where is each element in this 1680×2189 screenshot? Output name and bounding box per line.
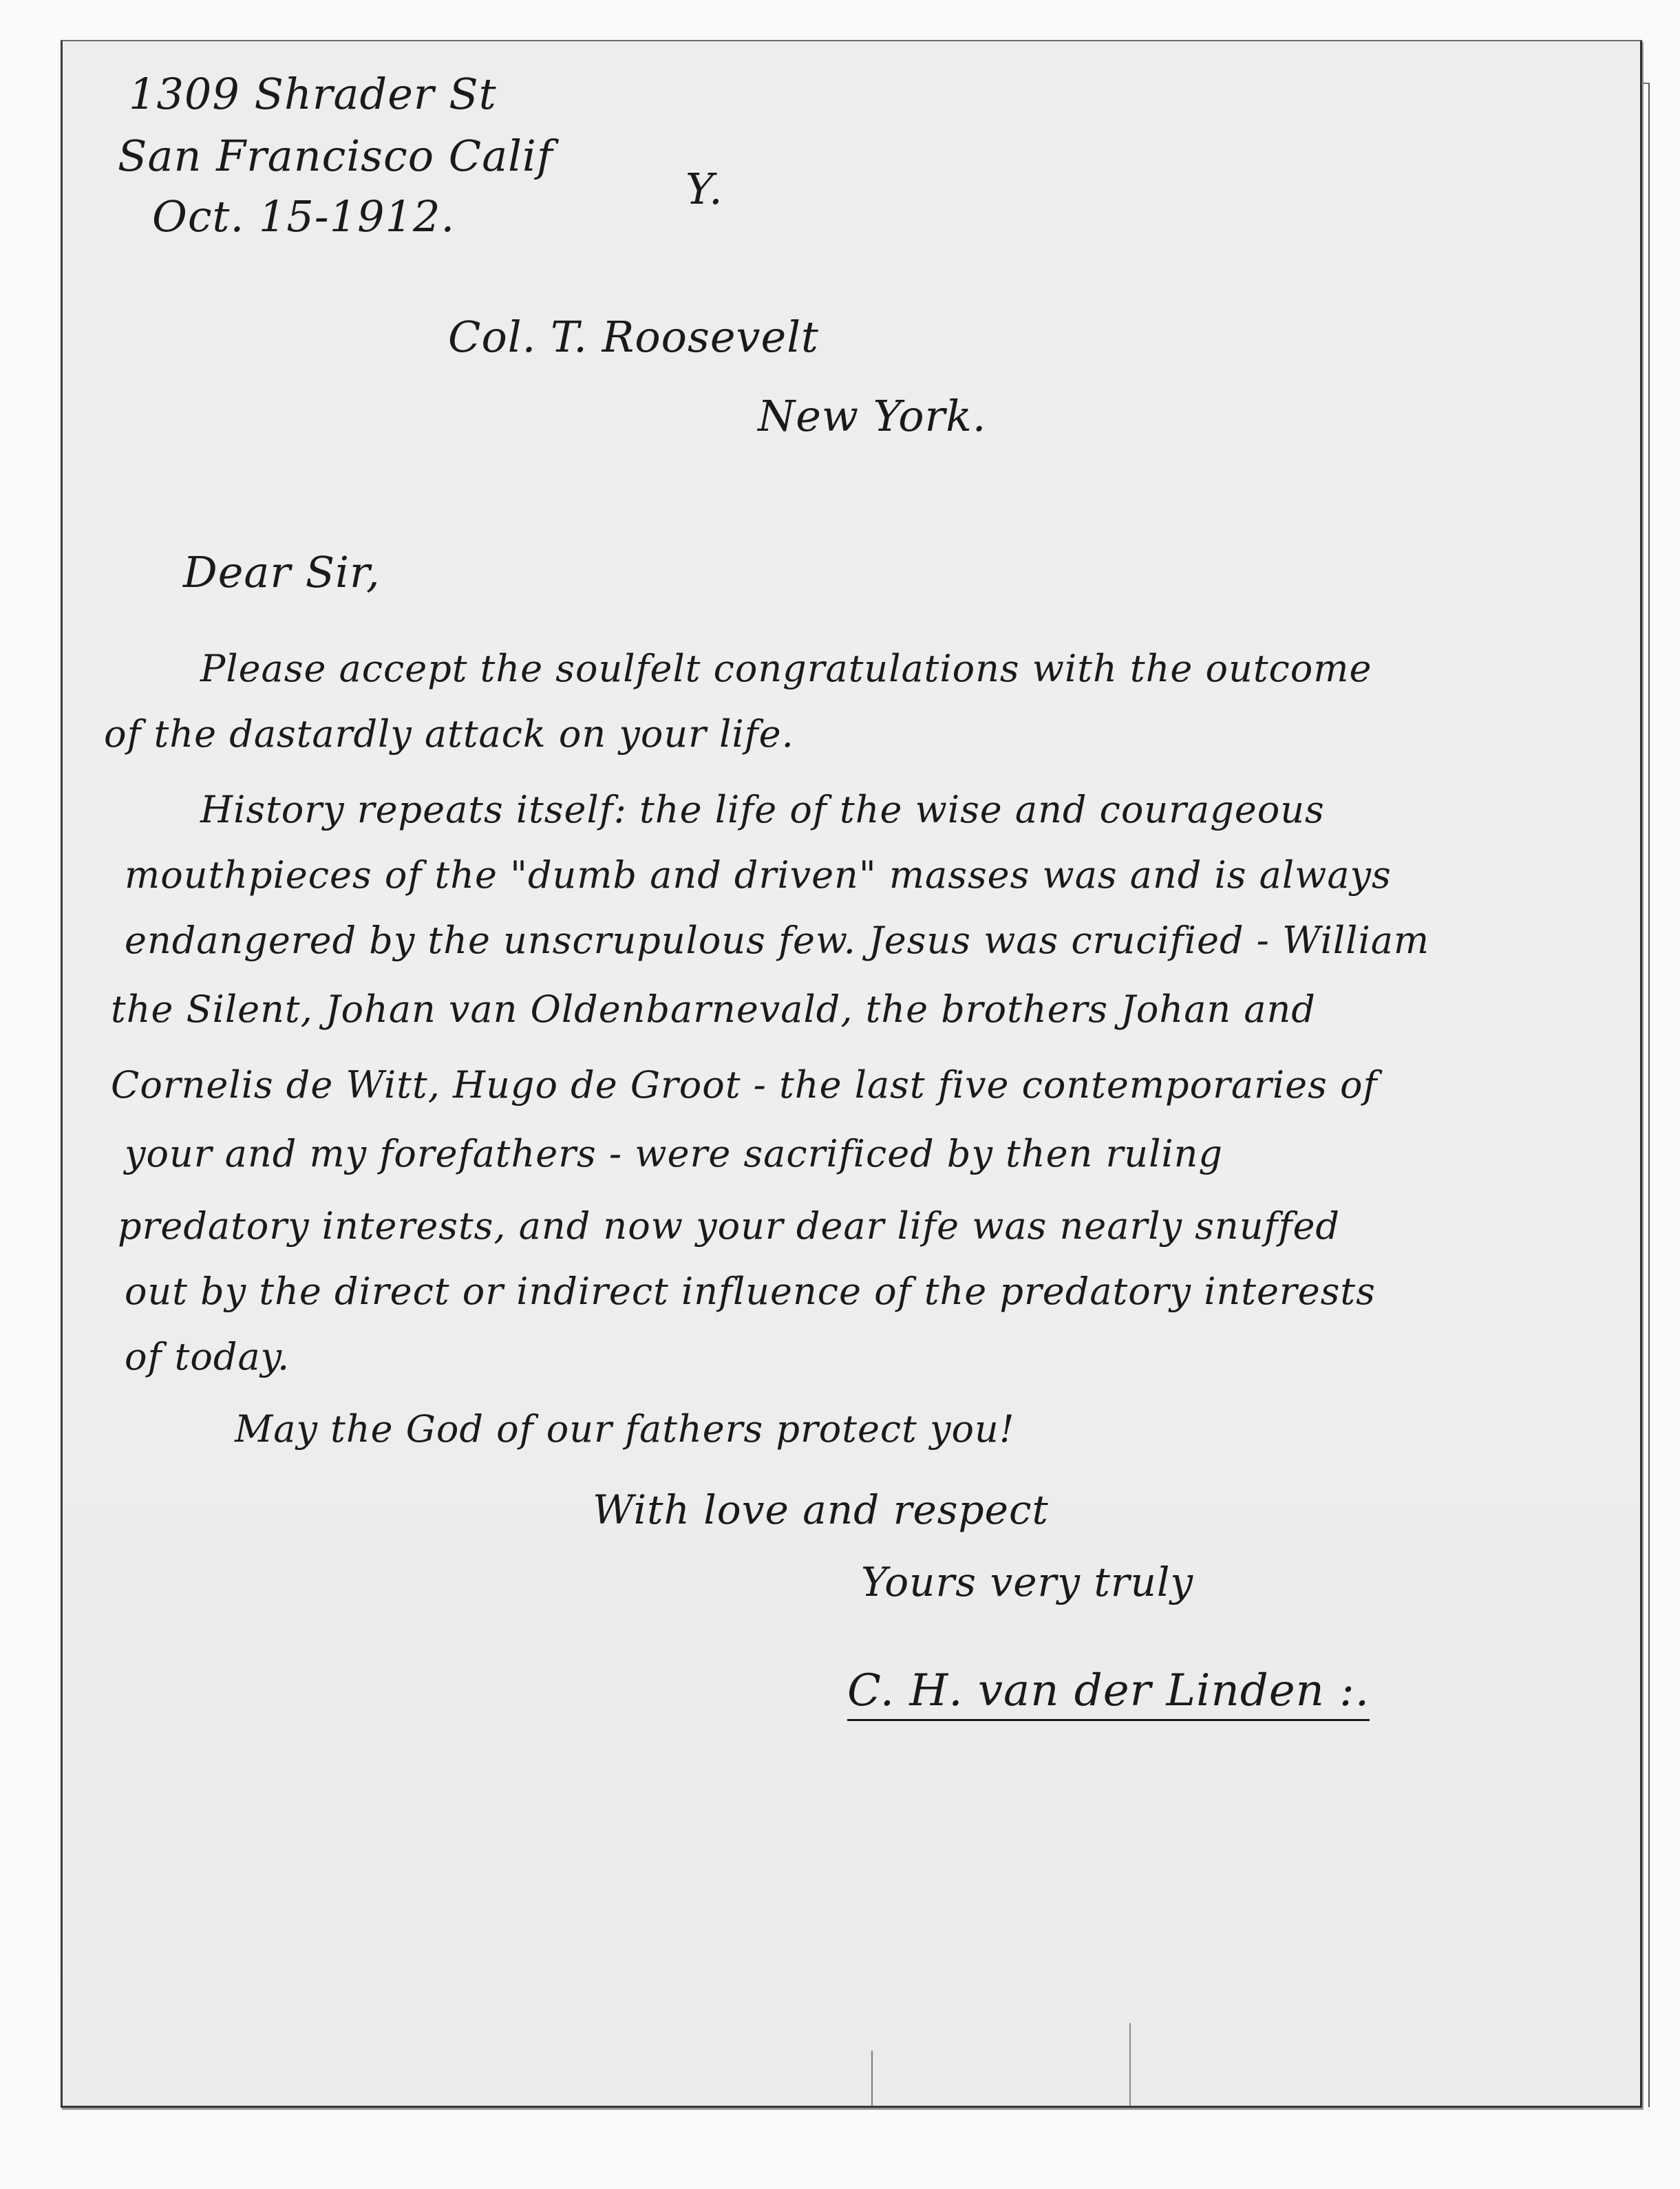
body-line: mouthpieces of the "dumb and driven" masses was and is always	[125, 853, 1392, 897]
closing-sign-off: Yours very truly	[861, 1559, 1194, 1605]
body-line: May the God of our fathers protect you!	[235, 1407, 1015, 1451]
body-line: History repeats itself: the life of the wise and courageous	[200, 788, 1325, 831]
address-line-2: San Francisco Calif	[118, 131, 553, 181]
body-line: your and my forefathers - were sacrificed by then ruling	[125, 1132, 1223, 1175]
signature	[847, 1665, 1370, 1716]
body-line: of today.	[125, 1335, 290, 1378]
body-line: out by the direct or indirect influence of the predatory interests	[125, 1270, 1376, 1313]
page-mark: Y.	[685, 164, 723, 214]
letter-sheet	[61, 40, 1642, 2108]
letter-date: Oct. 15-1912.	[152, 191, 456, 242]
body-line: Cornelis de Witt, Hugo de Groot - the last five contemporaries of	[111, 1063, 1378, 1107]
salutation: Dear Sir,	[183, 547, 381, 597]
body-line: endangered by the unscrupulous few. Jesus was crucified - William	[125, 919, 1430, 962]
recipient-name: Col. T. Roosevelt	[448, 312, 819, 362]
body-line: predatory interests, and now your dear life was nearly snuffed	[118, 1204, 1340, 1248]
paper-crease	[1129, 2023, 1131, 2106]
paper-crease-mark	[871, 2051, 873, 2106]
signature-text: C. H. van der Linden :.	[847, 1665, 1370, 1721]
body-line: of the dastardly attack on your life.	[104, 712, 794, 756]
closing-line: With love and respect	[593, 1486, 1049, 1533]
paper-edge	[1641, 83, 1650, 2107]
address-line-1: 1309 Shrader St	[129, 69, 497, 119]
body-line: the Silent, Johan van Oldenbarnevald, the brothers Johan and	[111, 987, 1316, 1031]
body-line: Please accept the soulfelt congratulations with the outcome	[200, 647, 1372, 690]
recipient-city: New York.	[758, 391, 987, 441]
